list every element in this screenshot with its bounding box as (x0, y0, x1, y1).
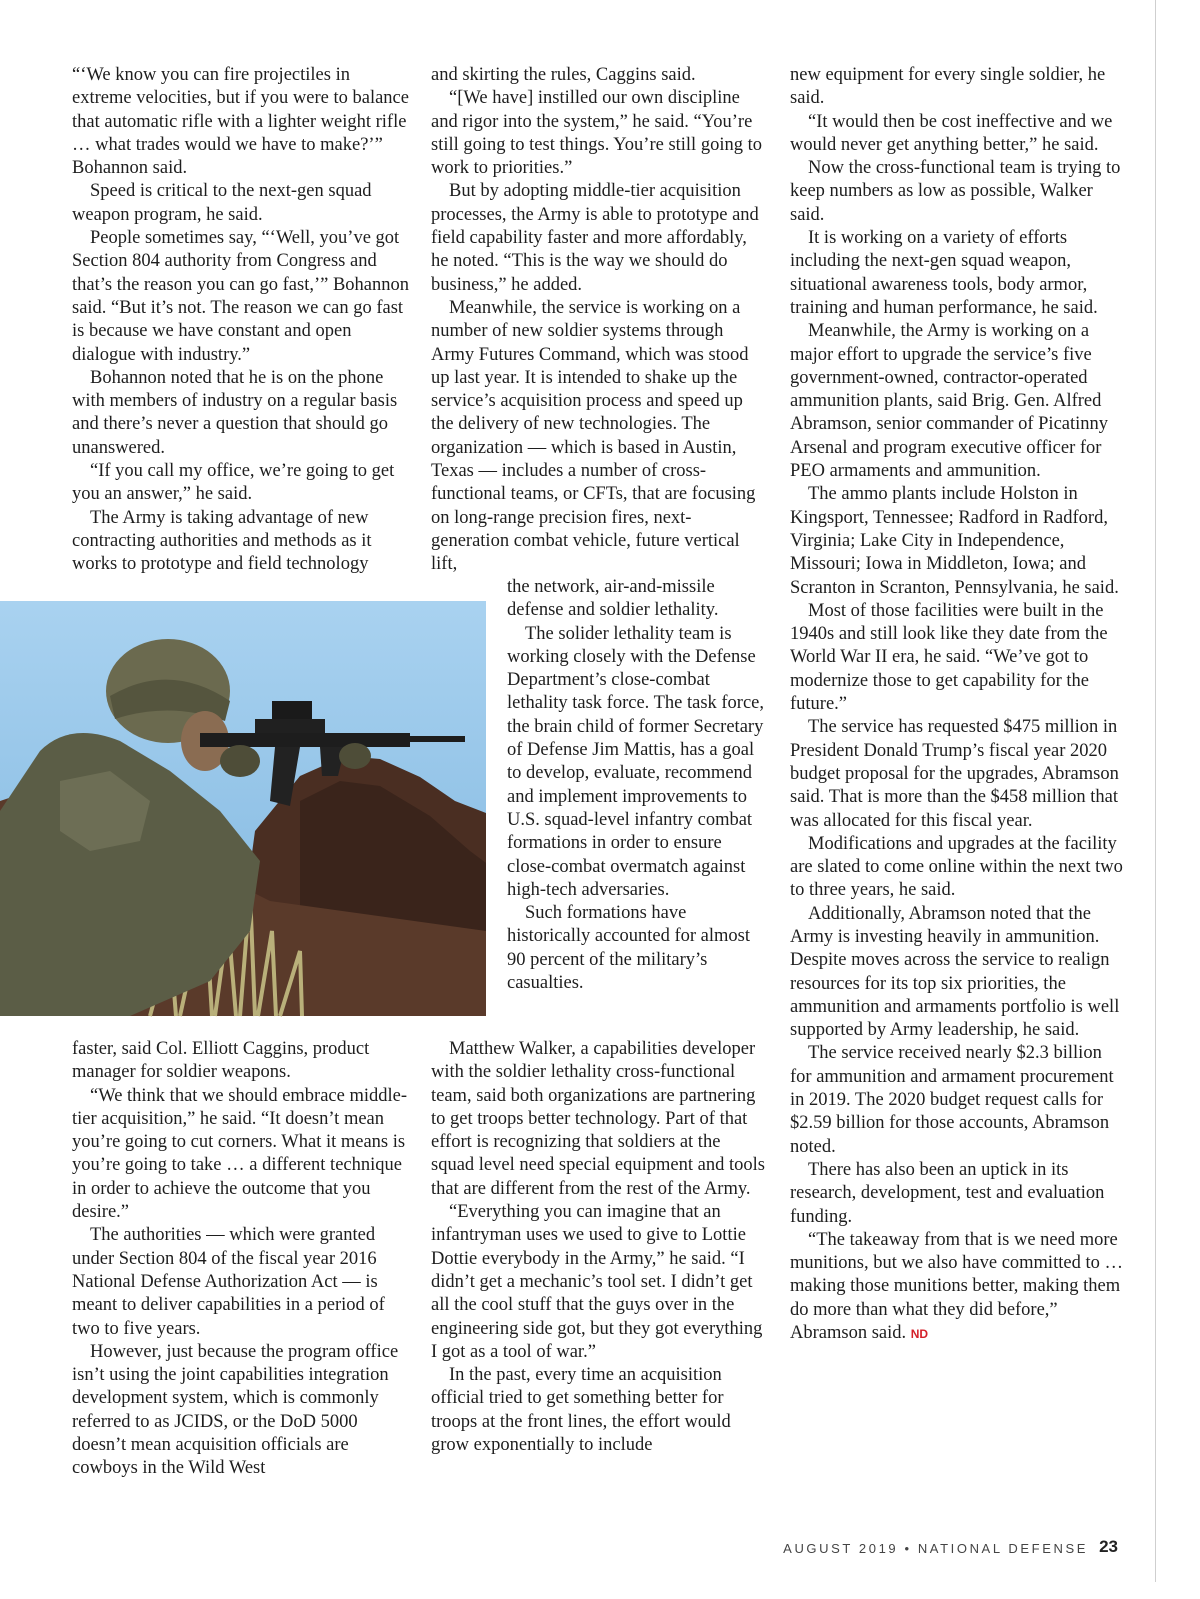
paragraph: The service has requested $475 million in President Donald Trump’s fiscal year 2020 budget proposal for the upgrades, Abramson said. That is more than the $458 million that was allocated for this fiscal year. (790, 717, 1119, 831)
article-column-1-top (72, 64, 412, 577)
page-edge-line (1155, 0, 1156, 1582)
paragraph: faster, said Col. Elliott Caggins, product manager for soldier weapons. (72, 1039, 370, 1083)
paragraph: Additionally, Abramson noted that the Army is investing heavily in ammunition. Despite moves across the service to realign resources for its top six priorities, the ammunition and armaments portfolio is well supported by Army leadership, he said. (790, 903, 1120, 1041)
paragraph: People sometimes say, “‘Well, you’ve got Section 804 authority from Congress and that’s the reason you can go fast,’” Bohannon said. “But it’s not. The reason we can go fast is because we have constant and open dialogue with industry.” (72, 228, 410, 365)
paragraph: The ammo plants include Holston in Kingsport, Tennessee; Radford in Radford, Virginia; Lake City in Independence, Missouri; Iowa in Middleton, Iowa; and Scranton in Scranton, Pennsylvania, he said. (790, 484, 1119, 598)
paragraph: The solider lethality team is working closely with the Defense Department’s close-combat lethality task force. The task force, the brain child of former Secretary of Defense Jim Mattis, has a goal to develop, evaluate, recommend and implement improvements to U.S. squad-level infantry combat formations in order to ensure close-combat overmatch against high-tech adversaries. (507, 623, 765, 900)
paragraph: “If you call my office, we’re going to get you an answer,” he said. (72, 461, 395, 505)
paragraph: In the past, every time an acquisition official tried to get something better for troops at the front lines, the effort would grow exponentially to include (431, 1365, 731, 1456)
paragraph: Meanwhile, the service is working on a number of new soldier systems through Army Futures Command, which was stood up last year. It is intended to shake up the service’s acquisition process and speed up the delivery of new technologies. The organization — which is based in Austin, Texas — includes a number of cross-functional teams, or CFTs, that are focusing on long-range precision fires, next-generation combat vehicle, future vertical lift, (431, 297, 756, 575)
paragraph: Now the cross-functional team is trying to keep numbers as low as possible, Walker said. (790, 158, 1121, 225)
paragraph: The Army is taking advantage of new contracting authorities and methods as it works to prototype and field technology (72, 507, 372, 575)
paragraph: new equipment for every single soldier, he said. (790, 65, 1106, 109)
paragraph-text: “The takeaway from that is we need more munitions, but we also have committed to … making those munitions better, making them do more than what they did before,” Abramson said. (790, 1229, 1123, 1344)
paragraph: “Everything you can imagine that an infantryman uses we used to give to Lottie Dottie everybody in the Army,” he said. “I didn’t get a mechanic’s tool set. I didn’t get all the cool stuff that the guys over in the engineering side got, but they got everything I got as a tool of war.” (431, 1202, 763, 1362)
paragraph: Bohannon noted that he is on the phone with members of industry on a regular basis and there’s never a question that should go unanswered. (72, 367, 398, 458)
photo-caption: M4A1 (420, 1585, 455, 1599)
paragraph: But by adopting middle-tier acquisition processes, the Army is able to prototype and field capability faster and more affordably, he noted. “This is the way we should do business,” he added. (431, 181, 759, 295)
paragraph: Speed is critical to the next-gen squad weapon program, he said. (72, 181, 372, 225)
article-column-2-top (431, 64, 767, 577)
paragraph: Most of those facilities were built in the 1940s and still look like they date from the World War II era, he said. “We’ve got to modernize those to get capability for the future.” (790, 600, 1108, 715)
paragraph: The authorities — which were granted under Section 804 of the fiscal year 2016 National Defense Authorization Act — is meant to deliver capabilities in a period of two to five years. (72, 1225, 385, 1339)
paragraph: However, just because the program office isn’t using the joint capabilities integration development system, which is commonly referred to as JCIDS, or the DoD 5000 doesn’t mean acquisition officials are cowboys in the Wild West (72, 1341, 399, 1479)
paragraph: the network, air-and-missile defense and soldier lethality. (507, 577, 719, 621)
footer-issue-text: AUGUST 2019 • NATIONAL DEFENSE (783, 1541, 1088, 1556)
paragraph: The service received nearly $2.3 billion for ammunition and armament procurement in 2019. The 2020 budget request calls for $2.59 billion for those accounts, Abramson noted. (790, 1043, 1114, 1157)
page-number: 23 (1099, 1537, 1118, 1556)
paragraph: Modifications and upgrades at the facility are slated to come online within the next two to three years, he said. (790, 833, 1123, 901)
final-paragraph (790, 1229, 1126, 1346)
paragraph: Matthew Walker, a capabilities developer with the soldier lethality cross-functional team, said both organizations are partnering to get troops better technology. Part of that effort is recognizing that soldiers at the squad level need special equipment and tools that are different from the rest of the Army. (431, 1039, 765, 1199)
paragraph: and skirting the rules, Caggins said. (431, 65, 696, 85)
paragraph: “It would then be cost ineffective and we would never get anything better,” he said. (790, 111, 1113, 155)
paragraph: “[We have] instilled our own discipline and rigor into the system,” he said. “You’re still going to test things. You’re still going to work to priorities.” (431, 88, 762, 179)
soldier-with-rifle-illustration (0, 601, 486, 1016)
article-column-3 (790, 64, 1126, 1346)
footer-issue (783, 1541, 1088, 1556)
paragraph: “We think that we should embrace middle-tier acquisition,” he said. “It doesn’t mean you’re going to cut corners. What it means is you’re going to take … a different technique in order to achieve the outcome that you desire.” (72, 1085, 408, 1223)
paragraph: It is working on a variety of efforts including the next-gen squad weapon, situational awareness tools, body armor, training and human performance, he said. (790, 228, 1098, 318)
article-column-2-bottom (431, 1038, 767, 1457)
paragraph: There has also been an uptick in its research, development, test and evaluation funding. (790, 1159, 1105, 1227)
end-mark: ND (910, 1327, 929, 1342)
paragraph: “‘We know you can fire projectiles in extreme velocities, but if you were to balance that automatic rifle with a lighter weight rifle … what trades would we have to make?’” Bohannon said. (72, 65, 409, 179)
article-column-1-bottom (72, 1038, 412, 1481)
paragraph: Meanwhile, the Army is working on a major effort to upgrade the service’s five government-owned, contractor-operated ammunition plants, said Brig. Gen. Alfred Abramson, senior commander of Picatinny Arsenal and program executive officer for PEO armaments and ammunition. (790, 321, 1109, 482)
paragraph: Such formations have historically accounted for almost 90 percent of the military’s casualties. (507, 903, 750, 994)
article-column-2-wrap (507, 576, 765, 995)
